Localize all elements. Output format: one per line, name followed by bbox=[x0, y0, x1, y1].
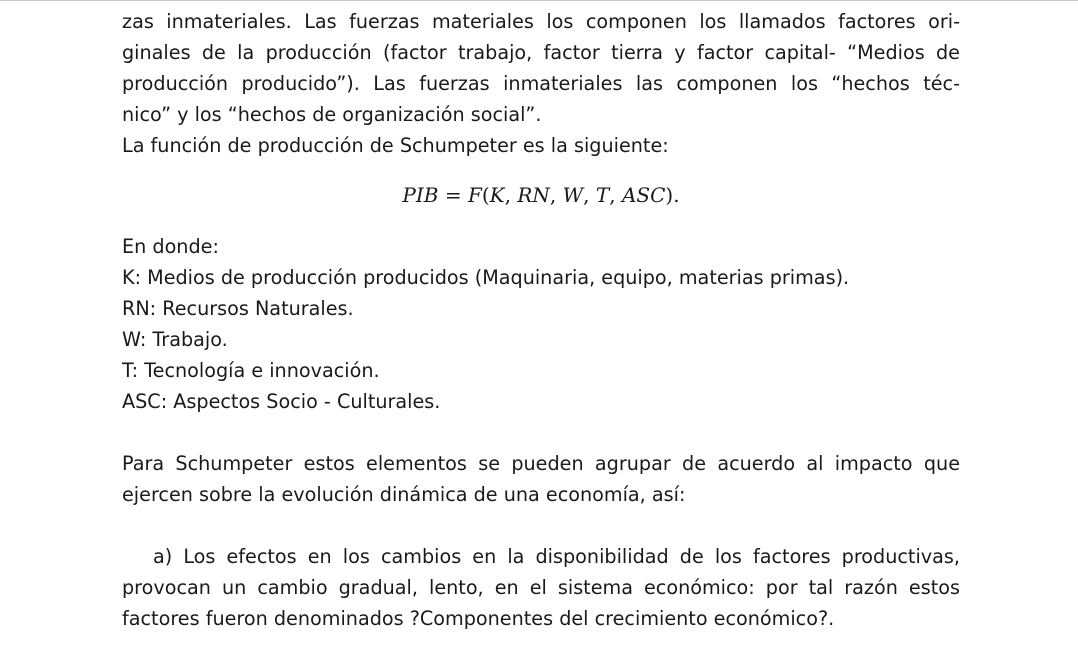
definition-item: RN: Recursos Naturales. bbox=[122, 297, 354, 320]
definition-item: T: Tecnología e innovación. bbox=[122, 359, 380, 382]
where-label: En donde: bbox=[122, 235, 219, 258]
top-divider bbox=[0, 0, 1078, 1]
text-line: ginales de la producción (factor trabajo, factor tierra y factor capital- “Medios de bbox=[122, 41, 960, 64]
definition-item: K: Medios de producción producidos (Maquinaria, equipo, materias primas). bbox=[122, 266, 850, 289]
paragraph-growth-components bbox=[122, 541, 960, 634]
definition-item: W: Trabajo. bbox=[122, 328, 228, 351]
text-line: factores fueron denominados ?Componentes del crecimiento económico?. bbox=[122, 607, 835, 630]
paragraph-material-forces bbox=[122, 6, 960, 130]
document-page bbox=[122, 6, 960, 634]
definition-item: ASC: Aspectos Socio - Culturales. bbox=[122, 390, 441, 413]
text-line: Para Schumpeter estos elementos se pueden agrupar de acuerdo al impacto que bbox=[122, 452, 960, 475]
text-line: a) Los efectos en los cambios en la disponibilidad de los factores productivas, bbox=[153, 545, 960, 568]
text-line: zas inmateriales. Las fuerzas materiales los componen los llamados factores ori- bbox=[122, 10, 960, 33]
production-function-intro: La función de producción de Schumpeter es la siguiente: bbox=[122, 134, 669, 157]
text-line: provocan un cambio gradual, lento, en el sistema económico: por tal razón estos bbox=[122, 576, 960, 599]
definitions-list bbox=[122, 262, 960, 417]
production-function-equation: PIB = F(K, RN, W, T, ASC). bbox=[402, 183, 680, 207]
text-line: nico” y los “hechos de organización social”. bbox=[122, 103, 542, 126]
paragraph-grouping bbox=[122, 448, 960, 510]
text-line: producción producido”). Las fuerzas inmateriales las componen los “hechos téc- bbox=[122, 72, 960, 95]
text-line: ejercen sobre la evolución dinámica de una economía, así: bbox=[122, 483, 686, 506]
